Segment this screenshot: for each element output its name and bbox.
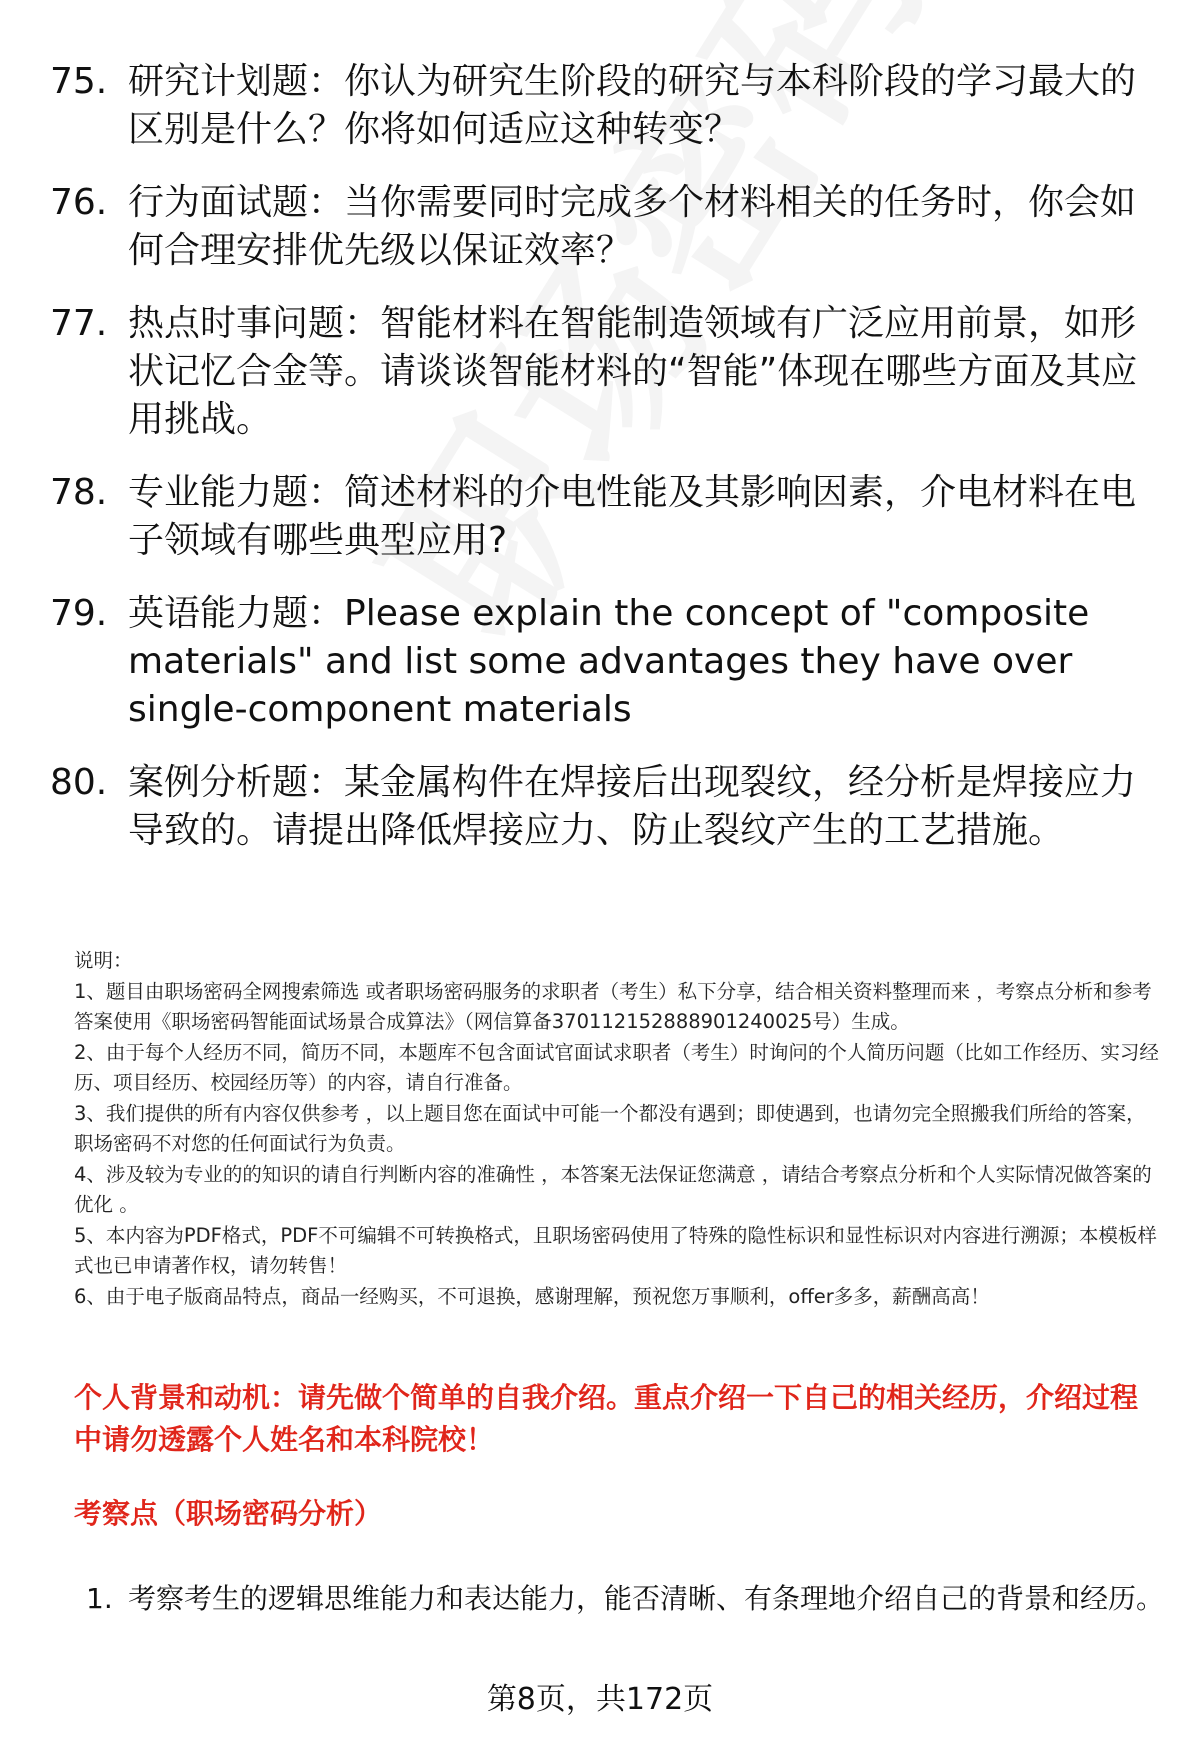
note-item: 3、我们提供的所有内容仅供参考 ，以上题目您在面试中可能一个都没有遇到；即使遇到，也请勿完全照搬我们所给的答案，职场密码不对您的任何面试行为负责。 (74, 1101, 1146, 1155)
question-category: 英语能力题： (128, 593, 345, 634)
question-item (50, 759, 1160, 855)
question-body (128, 590, 1160, 734)
question-category: 案例分析题： (128, 762, 345, 803)
question-category: 研究计划题： (128, 61, 345, 102)
question-category: 专业能力题： (128, 472, 345, 513)
section-heading: 个人背景和动机：请先做个简单的自我介绍。重点介绍一下自己的相关经历，介绍过程中请勿透露个人姓名和本科院校！ (74, 1381, 1139, 1456)
analysis-text: 考察考生的逻辑思维能力和表达能力，能否清晰、有条理地介绍自己的背景和经历。 (128, 1582, 1165, 1615)
note-item: 2、由于每个人经历不同，简历不同，本题库不包含面试官面试求职者（考生）时询问的个人简历问题（比如工作经历、实习经历、项目经历、校园经历等）的内容，请自行准备。 (74, 1040, 1159, 1094)
note-item: 4、涉及较为专业的的知识的请自行判断内容的准确性 ，本答案无法保证您满意 ，请结合考察点分析和个人实际情况做答案的优化 。 (74, 1162, 1152, 1216)
analysis-heading: 考察点（职场密码分析） (74, 1497, 383, 1530)
page-footer: 第8页，共172页 (486, 1682, 714, 1717)
analysis-list (86, 1570, 1166, 1628)
question-item (50, 58, 1160, 154)
question-text: 你认为研究生阶段的研究与本科阶段的学习最大的区别是什么？你将如何适应这种转变？ (128, 61, 1137, 150)
question-body (128, 300, 1160, 444)
question-item (50, 300, 1160, 444)
question-text: 当你需要同时完成多个材料相关的任务时，你会如何合理安排优先级以保证效率？ (128, 182, 1137, 271)
notes-title: 说明： (74, 949, 133, 972)
question-text: 某金属构件在焊接后出现裂纹，经分析是焊接应力导致的。请提出降低焊接应力、防止裂纹产生的工艺措施。 (128, 762, 1137, 851)
question-number: 78. (50, 472, 108, 513)
question-category: 行为面试题： (128, 182, 345, 223)
question-text: 智能材料在智能制造领域有广泛应用前景，如形状记忆合金等。请谈谈智能材料的“智能”体现在哪些方面及其应用挑战。 (128, 303, 1138, 440)
disclaimer-notes (74, 946, 1160, 1312)
question-item (50, 469, 1160, 565)
question-item (50, 179, 1160, 275)
question-body (128, 759, 1160, 855)
note-item: 6、由于电子版商品特点，商品一经购买，不可退换，感谢理解，预祝您万事顺利，offer多多，薪酬高高！ (74, 1284, 990, 1308)
question-number: 77. (50, 303, 108, 344)
question-body (128, 58, 1160, 154)
note-item: 5、本内容为PDF格式，PDF不可编辑不可转换格式，且职场密码使用了特殊的隐性标识和显性标识对内容进行溯源；本模板样式也已申请著作权，请勿转售！ (74, 1223, 1157, 1277)
question-text: Please explain the concept of "composite materials" and list some advantages they have over single-component materials (128, 593, 1090, 730)
analysis-item (86, 1570, 1166, 1628)
question-number: 79. (50, 593, 108, 634)
question-number: 75. (50, 61, 108, 102)
question-body (128, 179, 1160, 275)
question-text: 简述材料的介电性能及其影响因素，介电材料在电子领域有哪些典型应用? (128, 472, 1137, 561)
question-body (128, 469, 1160, 565)
question-list (50, 58, 1160, 880)
question-item (50, 590, 1160, 734)
question-category: 热点时事问题： (128, 303, 381, 344)
note-item: 1、题目由职场密码全网搜索筛选 或者职场密码服务的求职者（考生）私下分享，结合相关资料整理而来 ，考察点分析和参考答案使用《职场密码智能面试场景合成算法》（网信算备370112152888901240025号）生成。 (74, 979, 1152, 1033)
question-number: 76. (50, 182, 108, 223)
question-number: 80. (50, 762, 108, 803)
analysis-number: 1. (86, 1582, 113, 1615)
